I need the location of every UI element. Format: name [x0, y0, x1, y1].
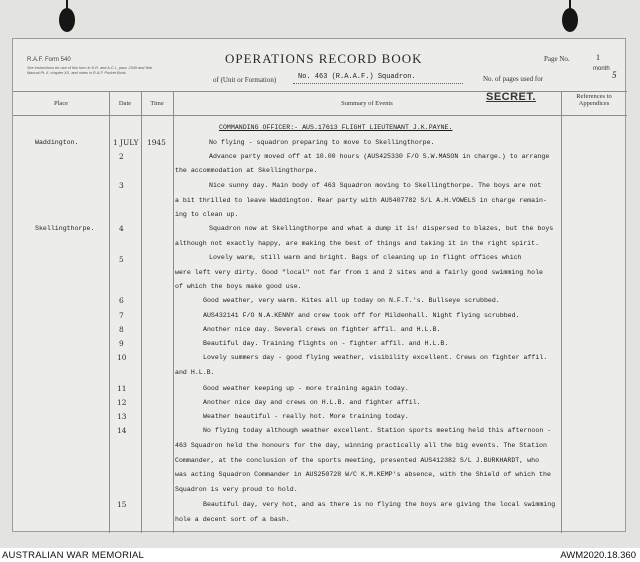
entry-text-line: Weather beautiful - really hot. More training today.	[203, 413, 409, 420]
entry-text-line: Advance party moved off at 10.00 hours (AUS425330 F/O S.W.MASON in charge.) to arrange	[209, 153, 550, 160]
entry-text-line: Good weather, very warm. Kites all up today on N.F.T.'s. Bullseye scrubbed.	[203, 297, 500, 304]
unit-label: of (Unit or Formation)	[213, 76, 277, 84]
table-header-rule	[13, 115, 627, 116]
entry-date: 9	[119, 339, 124, 348]
entry-place: Waddington.	[35, 139, 79, 146]
entry-date: 8	[119, 325, 124, 334]
entry-date: 7	[119, 311, 124, 320]
pages-used-value: 5	[612, 70, 617, 80]
entry-text-line: a bit thrilled to leave Waddington. Rear party with AUS407782 S/L A.H.VOWELS in charge remain-	[175, 197, 547, 204]
record-table	[13, 91, 627, 533]
binder-hole-right	[562, 8, 578, 32]
entry-text-line: although not exactly happy, are making the best of things and taking it in the right spirit.	[175, 240, 540, 247]
record-sheet	[12, 38, 626, 532]
form-number: R.A.F. Form 540	[27, 57, 71, 63]
page-title: OPERATIONS RECORD BOOK	[225, 51, 423, 66]
column-divider	[141, 91, 142, 533]
entry-text-line: Good weather keeping up - more training again today.	[203, 385, 409, 392]
entry-text-line: Commander, at the conclusion of the sports meeting, presented AUS412382 S/L J.BURKHARDT, who	[175, 457, 540, 464]
page-number-value: 1	[596, 53, 600, 62]
entry-date: 14	[117, 426, 127, 435]
entry-date: 5	[119, 255, 124, 264]
binder-hole-left	[59, 8, 75, 32]
entry-date: 10	[117, 353, 127, 362]
entry-date: 2	[119, 152, 124, 161]
form-instructions: See instructions for use of this form in K.R. and A.C.I., para. 2349 and War Manual Pt. II, chapter XX, and notes in R.A.F. Pocket Book.	[27, 66, 153, 75]
entry-text-line: the accommodation at Skellingthorpe.	[175, 167, 318, 174]
entry-date: 6	[119, 296, 124, 305]
commanding-officer-line: COMMANDING OFFICER:- AUS.17613 FLIGHT LIEUTENANT J.K.PAYNE.	[219, 124, 453, 131]
entry-text-line: were left very dirty. Good "local" not far from 1 and 2 sites and a fairly good swimming hole	[175, 269, 543, 276]
entry-date: 4	[119, 224, 124, 233]
archive-reference: AWM2020.18.360	[560, 550, 636, 561]
archive-credit: AUSTRALIAN WAR MEMORIAL	[2, 550, 145, 561]
entry-date: 15	[117, 500, 127, 509]
column-header-references: References to Appendices	[576, 93, 612, 107]
entry-text-line: Another nice day and crews on H.L.B. and fighter affil.	[203, 399, 421, 406]
column-header-place: Place	[53, 100, 69, 107]
entry-text-line: 463 Squadron held the honours for the day, winning practically all the big events. The Station	[175, 442, 547, 449]
column-divider	[561, 91, 562, 533]
column-header-date: Date	[118, 100, 132, 107]
classification-stamp: SECRET.	[486, 91, 536, 103]
entry-text-line: and H.L.B.	[175, 369, 215, 376]
entry-date: 12	[117, 398, 127, 407]
entry-text-line: was acting Squadron Commander in AUS250728 W/C K.M.KEMP's absence, with the Shield of which the	[175, 471, 551, 478]
unit-value: No. 463 (R.A.A.F.) Squadron.	[298, 73, 416, 81]
entry-text-line: No flying - squadron preparing to move to Skellingthorpe.	[209, 139, 435, 146]
entry-date: 1 JULY	[113, 138, 139, 147]
column-header-summary: Summary of Events	[341, 100, 393, 107]
entry-date: 11	[117, 384, 127, 393]
entry-time: 1945	[147, 138, 166, 147]
entry-text-line: ing to clean up.	[175, 211, 239, 218]
entry-text-line: Beautiful day, very hot, and as there is no flying the boys are giving the local swimming	[203, 501, 556, 508]
unit-underline	[293, 83, 463, 84]
entry-text-line: Beautiful day. Training flights on - fighter affil. and H.L.B.	[203, 340, 449, 347]
page-number-label: Page No.	[544, 55, 570, 63]
entry-text-line: Nice sunny day. Main body of 463 Squadron moving to Skellingthorpe. The boys are not	[209, 182, 542, 189]
entry-date: 13	[117, 412, 127, 421]
entry-text-line: of which the boys make good use.	[175, 283, 302, 290]
entry-text-line: AUS432141 F/O N.A.KENNY and crew took off for Mildenhall. Night flying scrubbed.	[203, 312, 520, 319]
entry-date: 3	[119, 181, 124, 190]
month-label: month	[593, 66, 610, 72]
column-header-time: Time	[150, 100, 164, 107]
column-divider	[109, 91, 110, 533]
entry-text-line: No flying today although weather excellent. Station sports meeting held this afternoon -	[203, 427, 552, 434]
entry-place: Skellingthorpe.	[35, 225, 95, 232]
pages-used-label: No. of pages used for	[483, 75, 544, 83]
entry-text-line: hole a decent sort of a bash.	[175, 516, 290, 523]
entry-text-line: Lovely warm, still warm and bright. Bags of cleaning up in flight offices which	[209, 254, 522, 261]
entry-text-line: Squadron is very proud to hold.	[175, 486, 298, 493]
entry-text-line: Another nice day. Several crews on fighter affil. and H.L.B.	[203, 326, 441, 333]
entry-text-line: Lovely summers day - good flying weather, visibility excellent. Crews on fighter affil.	[203, 354, 548, 361]
column-divider	[173, 91, 174, 533]
entry-text-line: Squadron now at Skellingthorpe and what a dump it is! dispersed to blazes, but the boys	[209, 225, 554, 232]
